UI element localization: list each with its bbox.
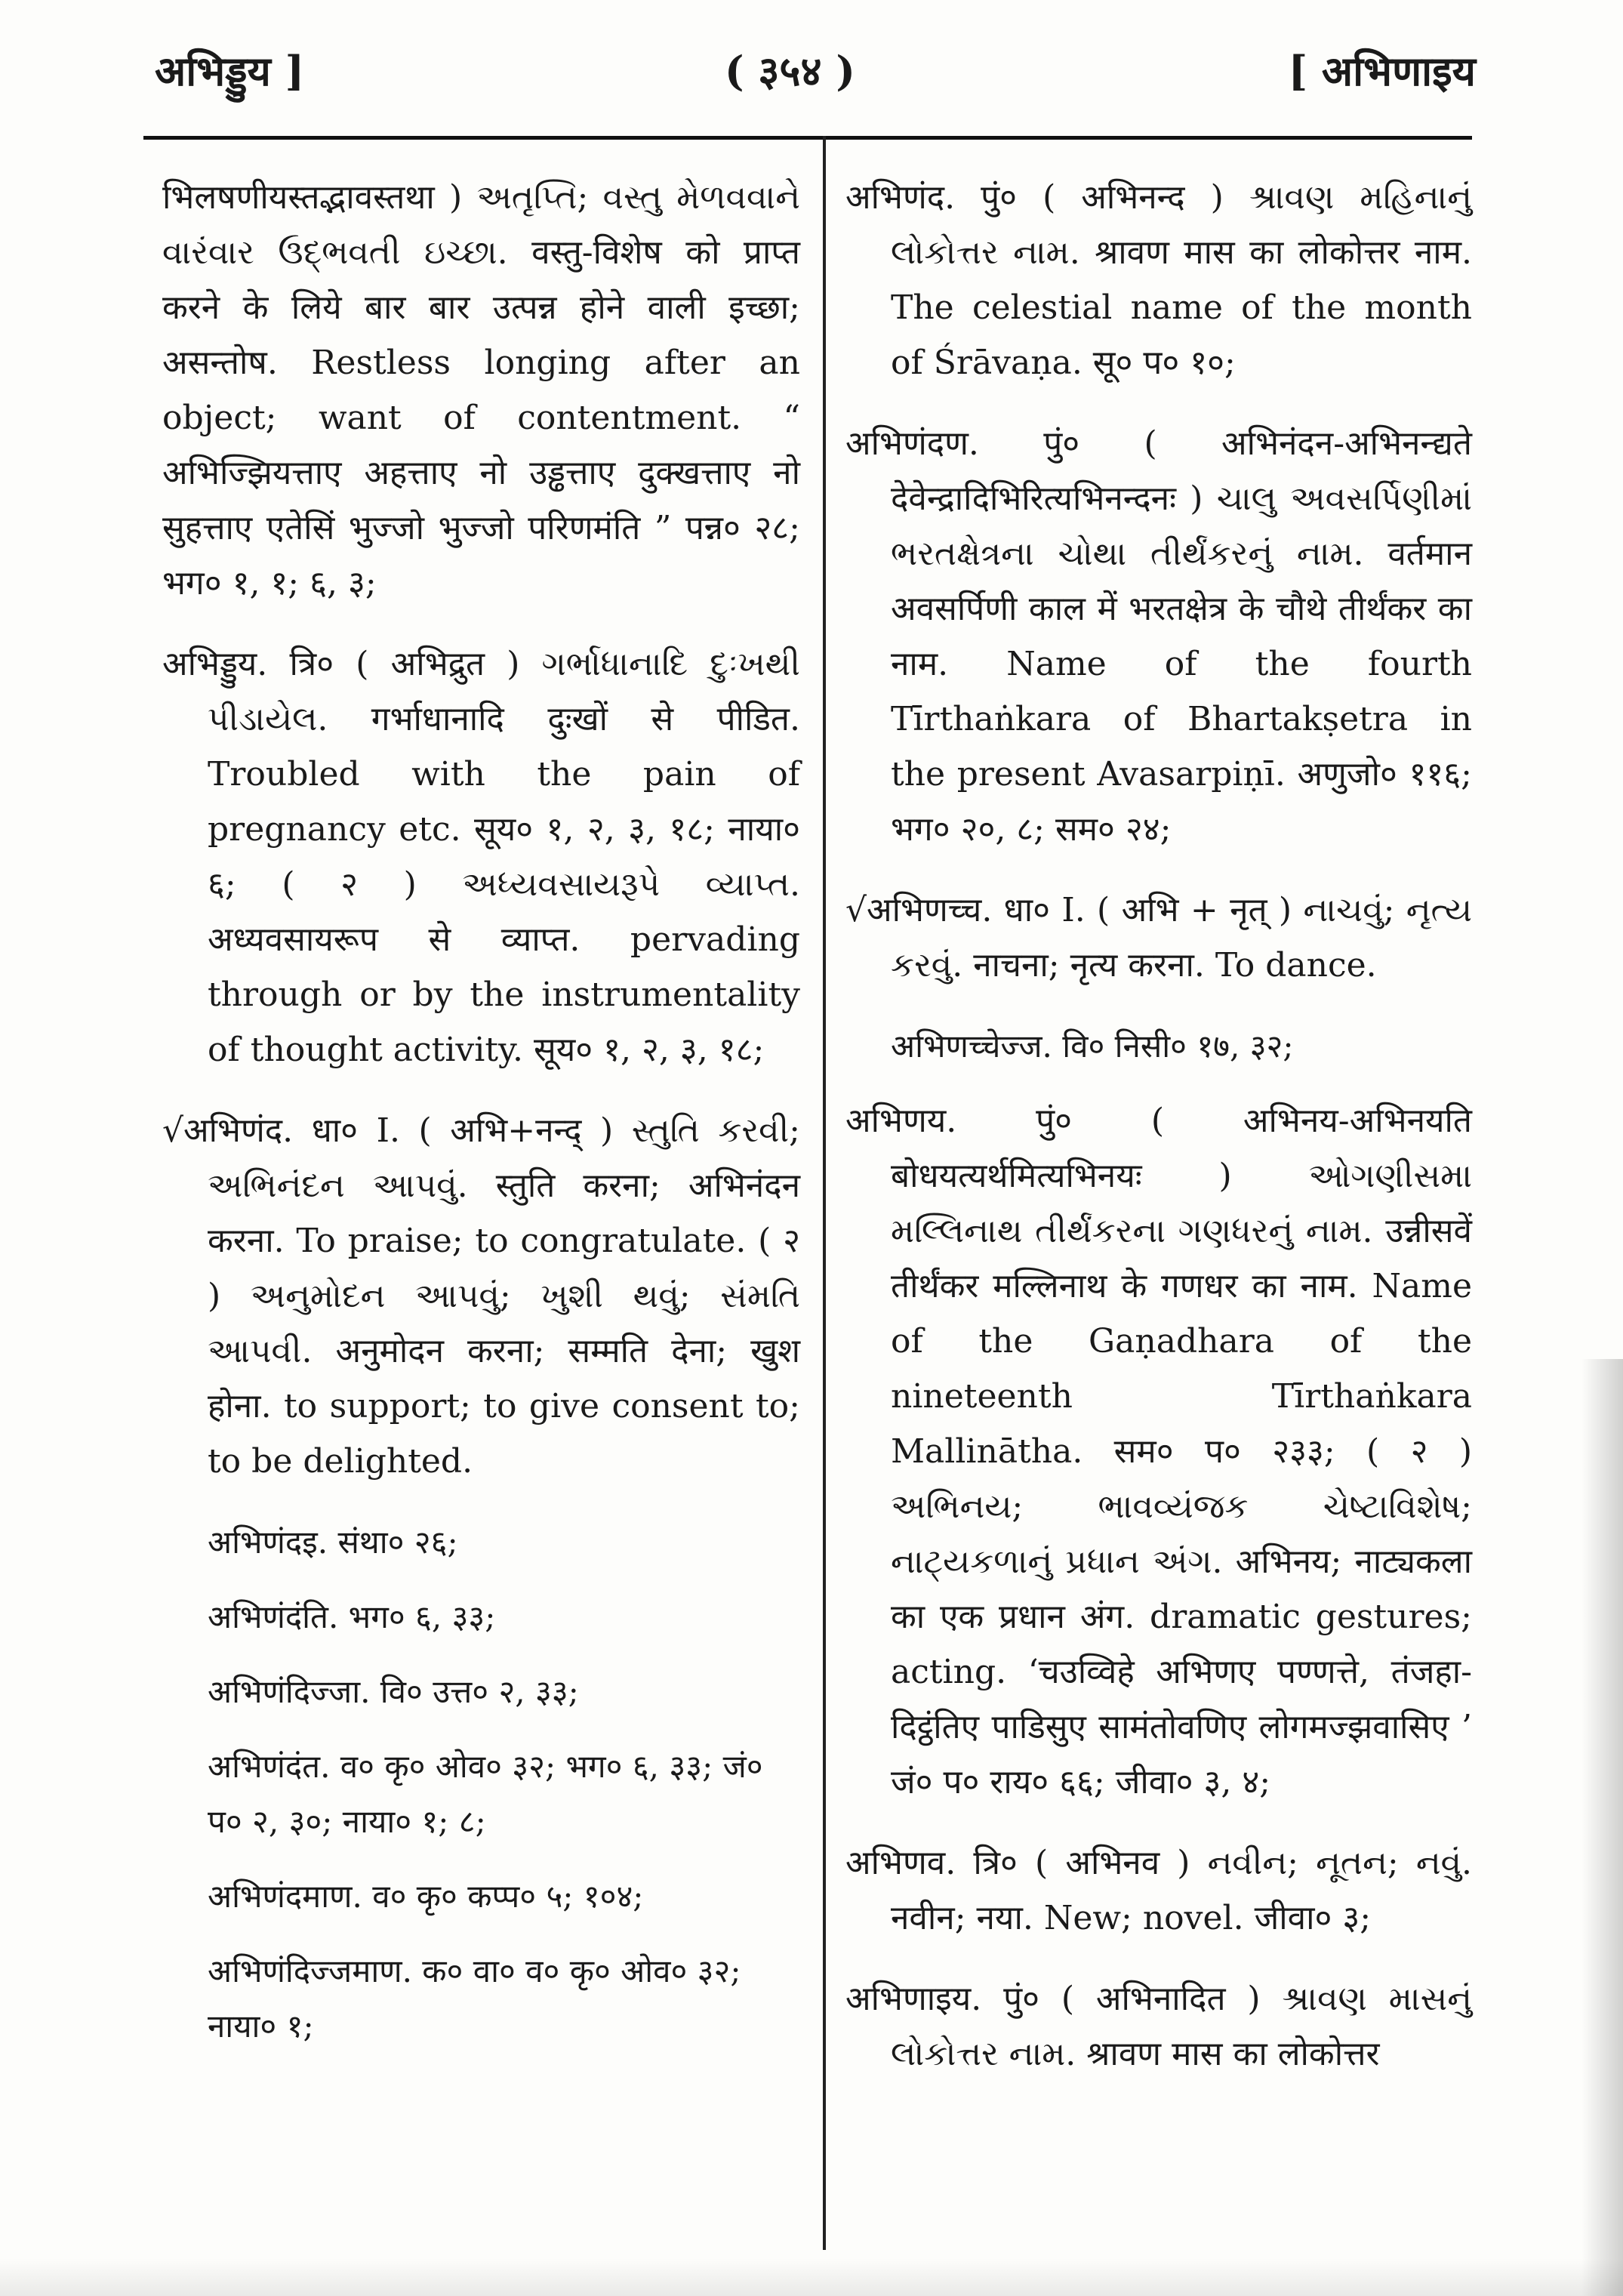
entry-abhinanda-verb: √अभिणंद. धा० I. ( अभि+नन्द् ) સ્તુતિ કરવી; અભિનંદન આપવું. स्तुति करना; अभिनंदन करना. To praise; to congratulate. ( २ ) અનુમોદન આપવું; ખુશી થવું; સંમતિ આપવી. अनुमोदन करना; सम्मति देना; खुश होना. to support; to give consent to; to be delighted. (162, 1111, 800, 1481)
subentry-abhinandijjamana: अभिणंदिज्जमाण. क० वा० व० कृ० ओव० ३२; नाया० १; (208, 1952, 741, 2045)
page-header (0, 42, 1623, 125)
entry-abhinanda-noun: अभिणंद. पुं० ( अभिनन्द ) શ્રાવણ મહિનાનું લોકોત્તર નામ. श्रावण मास का लोकोत्तर नाम. The celestial name of the month of Śrāvaṇa. सू० प० १०; (845, 178, 1472, 382)
entry-abhidduya: अभिड्डुय. त्रि० ( अभिद्रुत ) ગર્ભાધાનાદિ દુઃખથી પીડાયેલ. गर्भाधानादि दुःखों से पीडित. Troubled with the pain of pregnancy etc. सूय० १, २, ३, १८; नाया० ६; ( २ ) અધ્યવસાયરૂપે વ્યાપ્ત. अध्यवसायरूप से व्याप्त. pervading through or by the instrumentality of thought activity. सूय० १, २, ३, १८; (162, 645, 800, 1069)
entry-abhinaccha-verb: √अभिणच्च. धा० I. ( अभि + नृत् ) નાચવું; નૃત્ય કરવું. नाचना; नृत्य करना. To dance. (845, 891, 1472, 985)
entry-abhinava: अभिणव. त्रि० ( अभिनव ) નવીન; નૂતન; નવું. नवीन; नया. New; novel. जीवा० ३; (845, 1844, 1472, 1937)
left-column (162, 170, 800, 2073)
subentry-abhinandanta: अभिणंदंत. व० कृ० ओव० ३२; भग० ६, ३३; जं० प० २, ३०; नाया० १; ८; (208, 1748, 763, 1840)
entry-abhinaiya: अभिणाइय. पुं० ( अभिनादित ) શ્રાવણ માસનું લોકોત્તર નામ. श्रावण मास का लोकोत्तर (845, 1980, 1472, 2073)
header-rule (143, 136, 1472, 140)
page-bottom-shadow (0, 2258, 1623, 2296)
header-left-guide-word: अभिड्डुय ] (155, 47, 305, 95)
page-number: ( ३५४ ) (725, 47, 855, 95)
column-divider (823, 136, 826, 2250)
subentry-abhinandanti: अभिणंदंति. भग० ६, ३३; (208, 1598, 496, 1635)
entry-abhinaya: अभिणय. पुं० ( अभिनय-अभिनयति बोधयत्यर्थमित्यभिनयः ) ઓગણીસમા મલ્લિનાથ તીર્થંકરના ગણધરનું નામ. उन्नीसवें तीर्थंकर मल्लिनाथ के गणधर का नाम. Name of the Gaṇadhara of the nineteenth Tīrthaṅkara Mallinātha. सम० प० २३३; ( २ ) અભિનય; ભાવવ્યંજક ચેષ્ટાવિશેષ; નાટ્યકળાનું પ્રધાન અંગ. अभिनय; नाट्यकला का एक प्रधान अंग. dramatic gestures; acting. ‘चउव्विहे अभिणए पण्णत्ते, तंजहा-दिट्ठंतिए पाडिसुए सामंतोवणिए लोगमज्झवासिए ’ जं० प० राय० ६६; जीवा० ३, ४; (845, 1102, 1472, 1801)
subentry-abhinaccejja: अभिणच्चेज्ज. वि० निसी० १७, ३२; (891, 1028, 1294, 1065)
entry-continuation: भिलषणीयस्तद्भावस्तथा ) અતૃપ્તિ; વસ્તુ મેળવવાને વારંવાર ઉદ્ભવતી ઇચ્છા. वस्तु-विशेष को प्राप्त करने के लिये बार बार उत्पन्न होने वाली इच्छा; असन्तोष. Restless longing after an object; want of contentment. “ अभिज्झियत्ताए अहत्ताए नो उड्ढत्ताए दुक्खत्ताए नो सुहत्ताए एतेसिं भुज्जो भुज्जो परिणमंति ” पन्न० २८; भग० १, १; ६, ३; (162, 178, 800, 603)
right-column (845, 170, 1472, 2107)
page-edge-shadow (1581, 1359, 1623, 2296)
header-right-guide-word: [ अभिणाइय (1288, 47, 1476, 95)
subentry-abhinandai: अभिणंदइ. संथा० २६; (208, 1524, 458, 1561)
subentry-abhinandamana: अभिणंदमाण. व० कृ० कप्प० ५; १०४; (208, 1878, 644, 1915)
subentry-abhinandijja: अभिणंदिज्जा. वि० उत्त० २, ३३; (208, 1673, 579, 1710)
entry-abhinandana: अभिणंदण. पुं० ( अभिनंदन-अभिनन्द्यते देवेन्द्रादिभिरित्यभिनन्दनः ) ચાલુ અવસર્પિણીમાં ભરતક્ષેત્રના ચોથા તીર્થંકરનું નામ. वर्तमान अवसर्पिणी काल में भरतक्षेत्र के चौथे तीर्थंकर का नाम. Name of the fourth Tīrthaṅkara of Bhartakṣetra in the present Avasarpiṇī. अणुजो० ११६; भग० २०, ८; सम० २४; (845, 424, 1472, 849)
